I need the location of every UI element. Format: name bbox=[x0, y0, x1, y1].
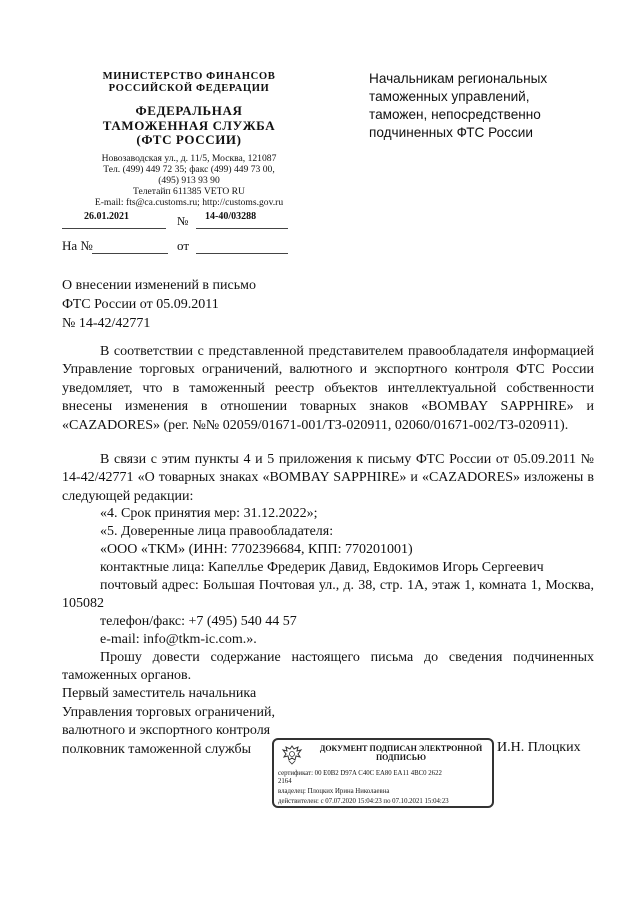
letter-subject bbox=[62, 276, 322, 333]
service-line-2: ТАМОЖЕННАЯ СЛУЖБА bbox=[102, 117, 276, 133]
signer-line-2: Управления торговых ограничений, bbox=[62, 704, 275, 720]
stamp-certificate: сертификат: 00 E0B2 D97A C40C EA80 EA11 4BC0 2622 bbox=[278, 770, 442, 777]
signer-line-4: полковник таможенной службы bbox=[62, 741, 252, 757]
body-item-phone: телефон/факс: +7 (495) 540 44 57 bbox=[100, 614, 297, 629]
body-item-email: e-mail: info@tkm-ic.com.». bbox=[100, 632, 257, 647]
addressee-line-4: подчиненных ФТС России bbox=[369, 125, 533, 140]
date-underline bbox=[62, 228, 166, 229]
number-sign: № bbox=[177, 214, 189, 228]
service-address bbox=[62, 153, 316, 208]
electronic-signature-stamp bbox=[272, 738, 494, 808]
document-date: 26.01.2021 bbox=[84, 211, 129, 222]
subject-line-1: О внесении изменений в письмо bbox=[62, 278, 256, 293]
body-paragraph-3: Прошу довести содержание настоящего письма до сведения подчиненных таможенных органов. bbox=[62, 650, 594, 684]
address-line-5: E-mail: fts@ca.customs.ru; http://customs.gov.ru bbox=[94, 197, 284, 208]
body-paragraph-2: В связи с этим пункты 4 и 5 приложения к письму ФТС России от 05.09.2011 № 14-42/42771 «О товарных знаках «BOMBAY SAPPHIRE» и «CAZADORES» изложены в следующей редакции: bbox=[62, 452, 594, 504]
russian-eagle-emblem-icon bbox=[280, 744, 304, 766]
ministry-line-2: РОССИЙСКОЙ ФЕДЕРАЦИИ bbox=[108, 83, 270, 94]
service-line-3: (ФТС РОССИИ) bbox=[136, 132, 242, 147]
stamp-owner: владелец: Плоцких Ирина Николаевна bbox=[278, 788, 390, 795]
service-line-1: ФЕДЕРАЛЬНАЯ bbox=[135, 103, 243, 118]
stamp-title bbox=[310, 744, 492, 762]
stamp-validity: действителен: с 07.07.2020 15:04:23 по 07.10.2021 15:04:23 bbox=[278, 798, 449, 805]
addressee-line-3: таможен, непосредственно bbox=[369, 107, 541, 122]
reference-from-label: от bbox=[177, 238, 190, 253]
body-item-company: «ООО «ТКМ» (ИНН: 7702396684, КПП: 770201001) bbox=[100, 542, 413, 557]
body-paragraph-1: В соответствии с представленной представителем правообладателя информацией Управление торговых ограничений, валютного и экспортного контроля ФТС России уведомляет, что в таможенный реестр объектов интеллектуальной собственности внесены изменения в отношении товарных знаков «BOMBAY SAPPHIRE» и «CAZADORES» (рег. №№ 02059/01671-001/ТЗ-020911, 02060/01671-002/ТЗ-020911). bbox=[62, 344, 594, 433]
service-name bbox=[62, 104, 316, 148]
address-line-2: Тел. (499) 449 72 35; факс (499) 449 73 00, bbox=[103, 164, 275, 175]
reference-label: На № bbox=[62, 238, 93, 253]
addressee-line-1: Начальникам региональных bbox=[369, 71, 548, 86]
reference-number-underline bbox=[92, 253, 168, 254]
reference-date-underline bbox=[196, 253, 288, 254]
signer-name: И.Н. Плоцких bbox=[497, 740, 581, 755]
stamp-title-line-2: ПОДПИСЬЮ bbox=[375, 753, 427, 762]
subject-line-2: ФТС России от 05.09.2011 bbox=[62, 297, 219, 312]
signer-line-1: Первый заместитель начальника bbox=[62, 686, 257, 701]
address-line-3: (495) 913 93 90 bbox=[158, 175, 220, 186]
address-line-4: Телетайп 611385 VETO RU bbox=[133, 186, 245, 197]
addressee bbox=[369, 70, 599, 142]
number-underline bbox=[196, 228, 288, 229]
body-item-term: «4. Срок принятия мер: 31.12.2022»; bbox=[100, 506, 318, 521]
stamp-title-line-1: ДОКУМЕНТ ПОДПИСАН ЭЛЕКТРОННОЙ bbox=[319, 744, 483, 753]
body-item-address: почтовый адрес: Большая Почтовая ул., д. 38, стр. 1А, этаж 1, комната 1, Москва, 105082 bbox=[62, 578, 594, 612]
ministry-line-1: МИНИСТЕРСТВО ФИНАНСОВ bbox=[102, 71, 276, 82]
ministry-name bbox=[62, 71, 316, 95]
address-line-1: Новозаводская ул., д. 11/5, Москва, 121087 bbox=[101, 153, 277, 164]
subject-line-3: № 14-42/42771 bbox=[62, 316, 151, 331]
addressee-line-2: таможенных управлений, bbox=[369, 89, 530, 104]
body-item-representatives: «5. Доверенные лица правообладателя: bbox=[100, 524, 334, 539]
signer-line-3: валютного и экспортного контроля bbox=[62, 723, 271, 738]
body-item-contacts: контактные лица: Капеллье Фредерик Давид, Евдокимов Игорь Сергеевич bbox=[100, 560, 544, 575]
document-number: 14-40/03288 bbox=[205, 211, 257, 222]
stamp-certificate-cont: 2164 bbox=[278, 778, 292, 785]
